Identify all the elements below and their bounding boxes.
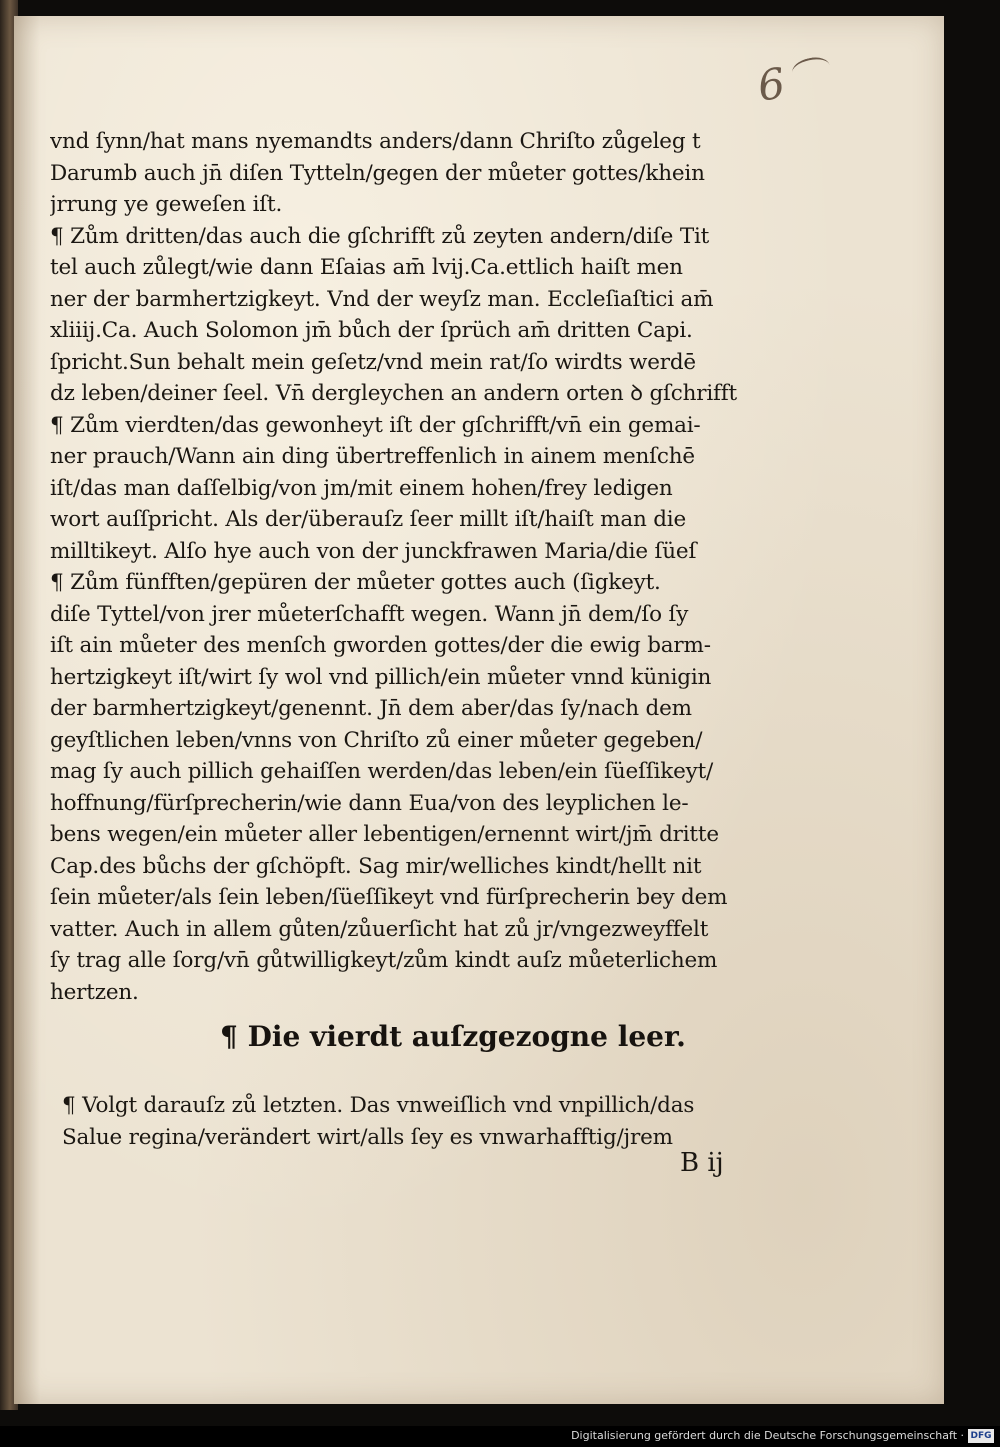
- text-line: ¶ Volgt darauſz zů letzten. Das vnweiſlich vnd vnpillich/das: [62, 1093, 695, 1118]
- text-line: ner der barmhertzigkeyt. Vnd der weyſz man. Eccleſiaſtici am̄: [50, 286, 714, 312]
- text-line: vatter. Auch in allem gůten/zůuerſicht hat zů jr/vngezweyffelt: [50, 916, 709, 942]
- text-line: ſy trag alle ſorg/vn̄ gůtwilligkeyt/zům kindt auſz můeterlichem: [50, 948, 718, 973]
- funding-credit: Digitalisierung gefördert durch die Deutsche Forschungsgemeinschaft ·: [571, 1429, 964, 1442]
- text-line: diſe Tyttel/von jrer můeterſchafft wegen. Wann jn̄ dem/ſo ſy: [50, 601, 689, 627]
- section-heading: ¶ Die vierdt auſzgezogne leer.: [220, 1020, 686, 1053]
- signature-mark: B ij: [680, 1148, 724, 1178]
- text-line: ¶ Zům fünfften/gepüren der můeter gottes auch (ſigkeyt.: [50, 570, 661, 595]
- text-line: milltikeyt. Alſo hye auch von der junckfrawen Maria/die ſüeſ: [50, 538, 697, 564]
- text-line: ¶ Zům vierdten/das gewonheyt iſt der gſchrifft/vn̄ ein gemai-: [50, 412, 701, 438]
- text-line: iſt ain můeter des menſch gworden gottes/der die ewig barm-: [50, 633, 711, 658]
- text-line: geyſtlichen leben/vnns von Chriſto zů einer můeter gegeben/: [50, 727, 703, 753]
- text-line: ſein můeter/als ſein leben/ſüeſſikeyt vnd fürſprecherin bey dem: [50, 885, 728, 910]
- text-line: hertzigkeyt iſt/wirt ſy wol vnd pillich/ein můeter vnnd künigin: [50, 664, 712, 690]
- text-line: Cap.des bůchs der gſchöpft. Sag mir/welliches kindt/hellt nit: [50, 853, 702, 879]
- closing-text-block: [62, 1090, 792, 1153]
- text-line: tel auch zůlegt/wie dann Eſaias am̄ lvij.Ca.ettlich haiſt men: [50, 255, 683, 280]
- text-line: hoffnung/fürſprecherin/wie dann Eua/von des leyplichen le-: [50, 790, 689, 816]
- text-line: iſt/das man daſſelbig/von jm/mit einem hohen/frey ledigen: [50, 475, 673, 501]
- text-line: wort auſſpricht. Als der/überauſz ſeer millt iſt/haiſt man die: [50, 507, 687, 532]
- main-text-block: [50, 126, 790, 1008]
- text-line: der barmhertzigkeyt/genennt. Jn̄ dem aber/das ſy/nach dem: [50, 696, 692, 721]
- text-line: hertzen.: [50, 979, 139, 1005]
- text-line: ner prauch/Wann ain ding übertreffenlich in ainem menſchē: [50, 444, 695, 469]
- text-line: bens wegen/ein můeter aller lebentigen/ernennt wirt/jm̄ dritte: [50, 822, 719, 847]
- folio-number: 6: [754, 58, 789, 111]
- dfg-logo: DFG: [968, 1429, 994, 1443]
- text-line: ſpricht.Sun behalt mein geſetz/vnd mein rat/ſo wirdts werdē: [50, 349, 696, 375]
- text-line: dz leben/deiner ſeel. Vn̄ dergleychen an andern orten ꝺ gſchrifft: [50, 381, 737, 406]
- text-line: xliiij.Ca. Auch Solomon jm̄ bůch der ſprüch am̄ dritten Capi.: [50, 318, 693, 343]
- footer-bar: [0, 1426, 1000, 1447]
- text-line: Salue regina/verändert wirt/alls ſey es vnwarhafftig/jrem: [62, 1124, 673, 1150]
- text-line: mag ſy auch pillich gehaiſſen werden/das leben/ein ſüeſſikeyt/: [50, 759, 714, 784]
- text-line: jrrung ye geweſen iſt.: [50, 192, 283, 217]
- text-line: ¶ Zům dritten/das auch die gſchrifft zů zeyten andern/diſe Tit: [50, 223, 710, 249]
- text-line: Darumb auch jn̄ diſen Tytteln/gegen der můeter gottes/khein: [50, 160, 705, 186]
- text-line: vnd ſynn/hat mans nyemandts anders/dann Chriſto zůgeleg t: [50, 129, 701, 154]
